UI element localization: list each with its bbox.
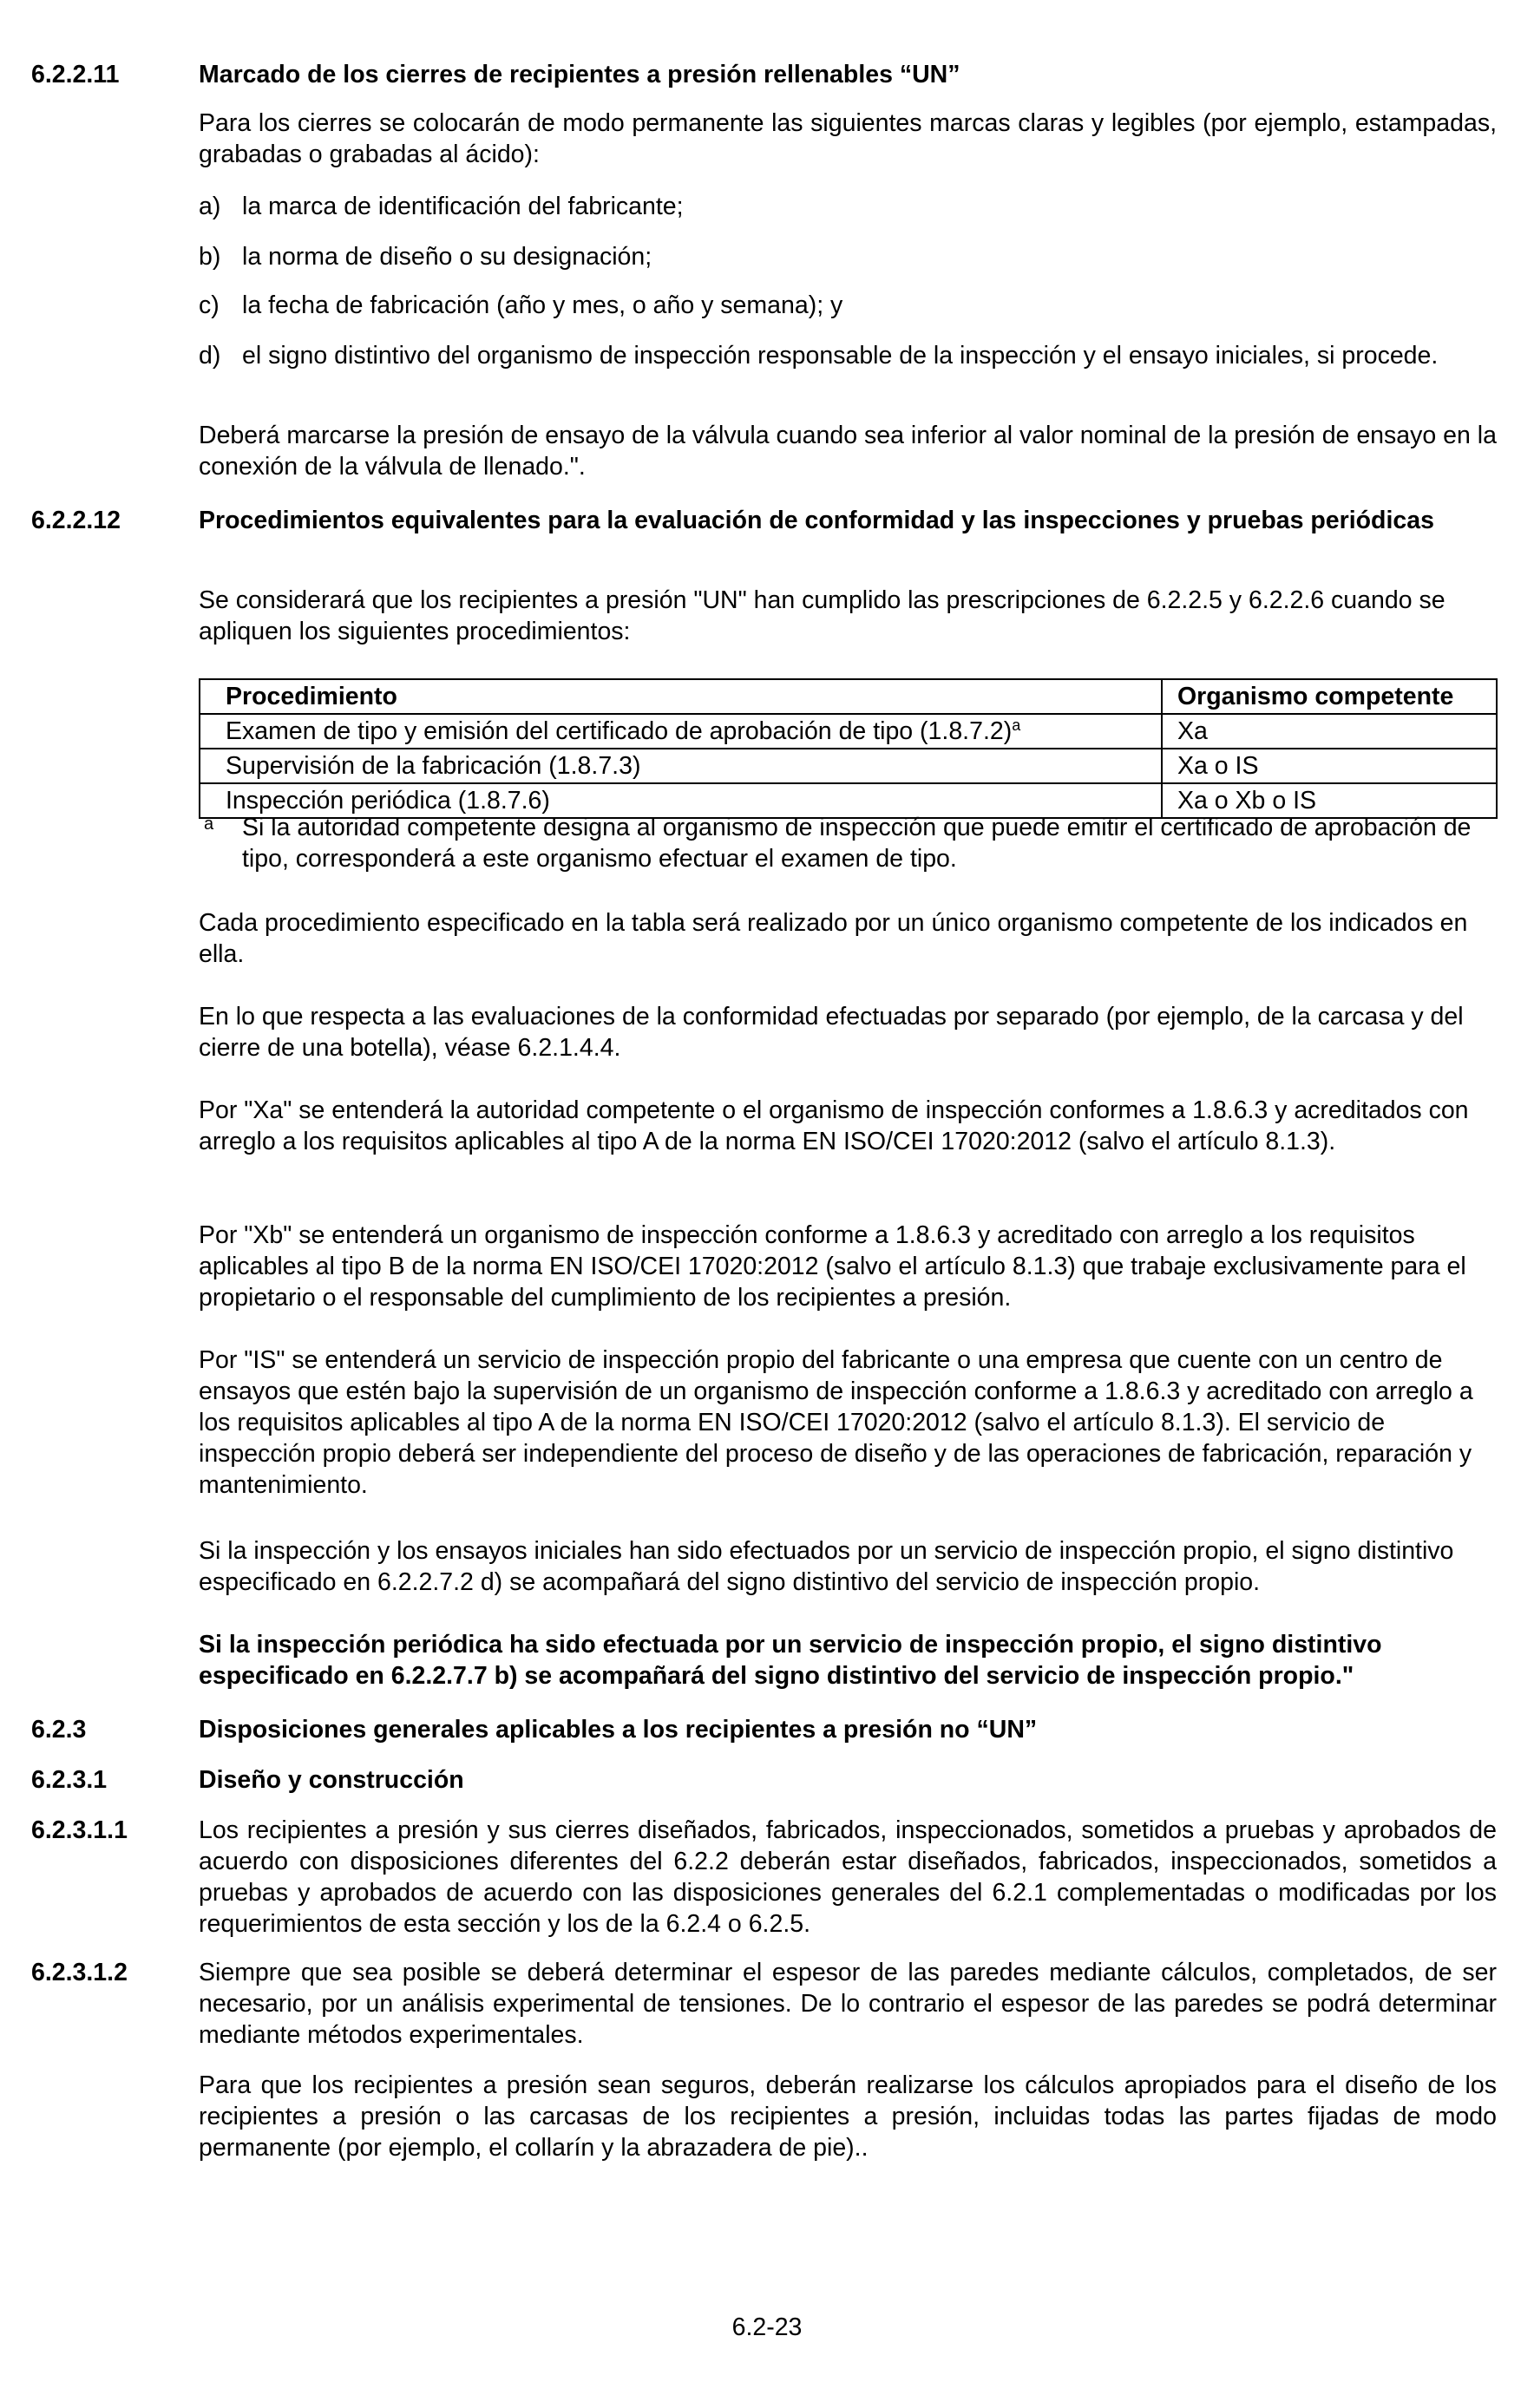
section-title: Diseño y construcción (199, 1766, 464, 1794)
list-item-text: la norma de diseño o su designación; (242, 243, 652, 271)
paragraph: Cada procedimiento especificado en la tabla será realizado por un único organismo competente de los indicados en ella. (199, 909, 1468, 968)
procedures-table (199, 678, 1498, 819)
section-number: 6.2.2.12 (31, 507, 121, 534)
table-cell: Inspección periódica (1.8.7.6) (200, 783, 1162, 818)
table-row (200, 749, 1497, 783)
list-item-text: la fecha de fabricación (año y mes, o año y semana); y (242, 291, 843, 319)
footnote-mark: a (204, 815, 214, 834)
paragraph: Por "Xa" se entenderá la autoridad competente o el organismo de inspección conformes a 1.8.6.3 y acreditados con arreglo a los requisitos aplicables al tipo A de la norma EN ISO/CEI 17020:2012 (salvo el artículo 8.1.3). (199, 1096, 1469, 1155)
table-row (200, 714, 1497, 749)
table-cell-text: Examen de tipo y emisión del certificado de aprobación de tipo (1.8.7.2) (226, 717, 1013, 745)
paragraph: Deberá marcarse la presión de ensayo de la válvula cuando sea inferior al valor nominal de la presión de ensayo en la conexión de la válvula de llenado.". (199, 422, 1497, 481)
list-item-label: c) (199, 291, 220, 319)
list-item-label: b) (199, 243, 221, 271)
section-number: 6.2.3.1.2 (31, 1959, 128, 1986)
table-header-cell: Procedimiento (200, 679, 1162, 714)
list-item-text: la marca de identificación del fabricante; (242, 193, 684, 220)
section-title: Procedimientos equivalentes para la evaluación de conformidad y las inspecciones y pruebas periódicas (199, 507, 1434, 534)
table-cell: Xa o IS (1162, 749, 1497, 783)
paragraph: En lo que respecta a las evaluaciones de la conformidad efectuadas por separado (por ejemplo, de la carcasa y del cierre de una botella), véase 6.2.1.4.4. (199, 1003, 1464, 1062)
paragraph: Los recipientes a presión y sus cierres diseñados, fabricados, inspeccionados, sometidos a pruebas y aprobados de acuerdo con disposiciones diferentes del 6.2.2 deberán estar diseñados, fabricados, inspeccionados, sometidos a pruebas y aprobados de acuerdo con las disposiciones generales del 6.2.1 complementadas o modificadas por los requerimientos de esta sección y los de la 6.2.4 o 6.2.5. (199, 1816, 1497, 1938)
paragraph: Por "IS" se entenderá un servicio de inspección propio del fabricante o una empresa que cuente con un centro de ensayos que estén bajo la supervisión de un organismo de inspección conforme a 1.8.6.3 y acreditado con arreglo a los requisitos aplicables al tipo A de la norma EN ISO/CEI 17020:2012 (salvo el artículo 8.1.3). El servicio de inspección propio deberá ser independiente del proceso de diseño y de las operaciones de fabricación, reparación y mantenimiento. (199, 1346, 1473, 1499)
table-cell: Xa (1162, 714, 1497, 749)
table-header-row (200, 679, 1497, 714)
table-cell: Supervisión de la fabricación (1.8.7.3) (200, 749, 1162, 783)
table-cell: Xa o Xb o IS (1162, 783, 1497, 818)
paragraph: Siempre que sea posible se deberá determinar el espesor de las paredes mediante cálculos, completados, de ser necesario, por un análisis experimental de tensiones. De lo contrario el espesor de las paredes se podrá determinar mediante métodos experimentales. (199, 1959, 1497, 2049)
table-cell (200, 714, 1162, 749)
paragraph-emphasis: Si la inspección periódica ha sido efectuada por un servicio de inspección propio, el signo distintivo especificado en 6.2.2.7.7 b) se acompañará del signo distintivo del servicio de inspección propio." (199, 1631, 1382, 1690)
section-number: 6.2.3.1.1 (31, 1816, 128, 1844)
section-title: Disposiciones generales aplicables a los recipientes a presión no “UN” (199, 1716, 1038, 1744)
footnote-text: Si la autoridad competente designa al organismo de inspección que puede emitir el certificado de aprobación de tipo, corresponderá a este organismo efectuar el examen de tipo. (242, 814, 1472, 873)
section-title: Marcado de los cierres de recipientes a presión rellenables “UN” (199, 61, 960, 88)
table-header-cell: Organismo competente (1162, 679, 1497, 714)
section-number: 6.2.3 (31, 1716, 87, 1744)
section-number: 6.2.3.1 (31, 1766, 108, 1794)
list-item-label: a) (199, 193, 221, 220)
footnote-reference: a (1012, 717, 1021, 734)
paragraph: Para los cierres se colocarán de modo permanente las siguientes marcas claras y legibles (por ejemplo, estampadas, grabadas o grabadas al ácido): (199, 109, 1497, 168)
page-number: 6.2-23 (731, 2313, 803, 2341)
paragraph: Para que los recipientes a presión sean seguros, deberán realizarse los cálculos apropiados para el diseño de los recipientes a presión o las carcasas de los recipientes a presión, incluidas todas las partes fijadas de modo permanente (por ejemplo, el collarín y la abrazadera de pie).. (199, 2071, 1497, 2162)
paragraph: Por "Xb" se entenderá un organismo de inspección conforme a 1.8.6.3 y acreditado con arreglo a los requisitos aplicables al tipo B de la norma EN ISO/CEI 17020:2012 (salvo el artículo 8.1.3) que trabaje exclusivamente para el propietario o el responsable del cumplimiento de los recipientes a presión. (199, 1221, 1466, 1312)
section-number: 6.2.2.11 (31, 61, 120, 88)
list-item-text: el signo distintivo del organismo de inspección responsable de la inspección y el ensayo iniciales, si procede. (242, 342, 1439, 370)
list-item-label: d) (199, 342, 221, 370)
paragraph: Si la inspección y los ensayos iniciales han sido efectuados por un servicio de inspección propio, el signo distintivo especificado en 6.2.2.7.2 d) se acompañará del signo distintivo del servicio de inspección propio. (199, 1537, 1454, 1596)
paragraph: Se considerará que los recipientes a presión "UN" han cumplido las prescripciones de 6.2.2.5 y 6.2.2.6 cuando se apliquen los siguientes procedimientos: (199, 586, 1446, 645)
